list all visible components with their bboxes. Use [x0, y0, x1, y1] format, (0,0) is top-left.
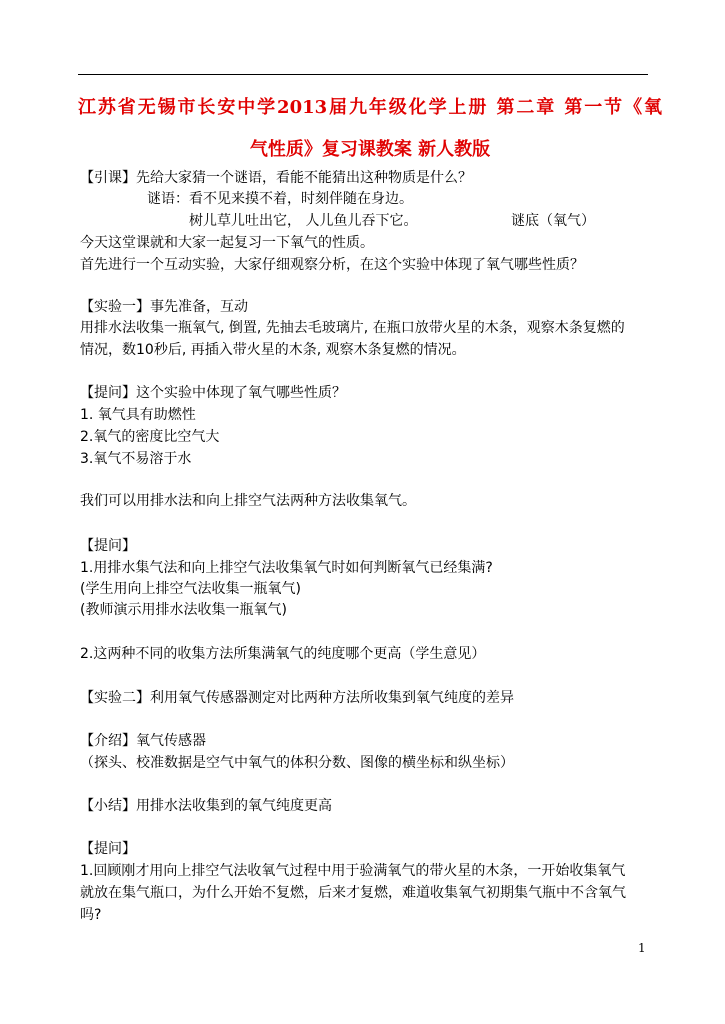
- list-item: 1.用排水集气法和向上排空气法收集氧气时如何判断氧气已经集满?: [80, 560, 493, 576]
- section-heading: 【提问】: [80, 538, 136, 554]
- riddle-line-1: 谜语：看不见来摸不着，时刻伴随在身边。: [147, 191, 413, 207]
- list-item: 1.回顾刚才用向上排空气法收氧气过程中用于验满氧气的带火星的木条，一开始收集氧气: [80, 863, 626, 879]
- section-heading: 【小结】用排水法收集到的氧气纯度更高: [80, 798, 332, 814]
- section-heading: 【提问】这个实验中体现了氧气哪些性质？: [80, 385, 346, 401]
- intro-line: 【引课】先给大家猜一个谜语，看能不能猜出这种物质是什么？: [80, 170, 472, 186]
- list-item: 2.氧气的密度比空气大: [80, 429, 220, 445]
- body-line: （探头、校准数据是空气中氧气的体积分数、图像的横坐标和纵坐标）: [80, 755, 514, 771]
- body-line: 我们可以用排水法和向上排空气法两种方法收集氧气。: [80, 493, 416, 509]
- page-number: 1: [638, 941, 646, 955]
- list-item: 3.氧气不易溶于水: [80, 451, 192, 467]
- section-heading: 【实验一】事先准备，互动: [80, 299, 248, 315]
- section-heading: 【介绍】氧气传感器: [80, 733, 206, 749]
- riddle-line-2: 树儿草儿吐出它， 人儿鱼儿吞下它。: [189, 213, 418, 229]
- section-heading: 【提问】: [80, 841, 136, 857]
- list-item: 1. 氧气具有助燃性: [80, 407, 196, 423]
- body-line: 就放在集气瓶口，为什么开始不复燃，后来才复燃，难道收集氧气初期集气瓶中不含氧气: [80, 885, 626, 901]
- document-title-line-2: 气性质》复习课教案 新人教版: [249, 139, 491, 160]
- header-rule: [78, 74, 648, 75]
- section-heading: 【实验二】利用氧气传感器测定对比两种方法所收集到氧气纯度的差异: [80, 690, 514, 706]
- document-title-line-1: 江苏省无锡市长安中学2013届九年级化学上册 第二章 第一节《氧: [78, 97, 662, 118]
- body-line: (教师演示用排水法收集一瓶氧气): [80, 602, 287, 618]
- body-line: 今天这堂课就和大家一起复习一下氧气的性质。: [80, 235, 374, 251]
- body-line: 情况，数10秒后, 再插入带火星的木条, 观察木条复燃的情况。: [80, 342, 466, 358]
- body-line: 用排水法收集一瓶氧气, 倒置, 先抽去毛玻璃片, 在瓶口放带火星的木条，观察木条复燃的: [80, 320, 625, 336]
- list-item: 2.这两种不同的收集方法所集满氧气的纯度哪个更高（学生意见）: [80, 646, 486, 662]
- body-line: (学生用向上排空气法收集一瓶氧气): [80, 581, 301, 597]
- body-line: 首先进行一个互动实验，大家仔细观察分析，在这个实验中体现了氧气哪些性质？: [80, 257, 584, 273]
- body-line: 吗?: [80, 907, 102, 923]
- riddle-answer: 谜底（氧气）: [511, 213, 595, 229]
